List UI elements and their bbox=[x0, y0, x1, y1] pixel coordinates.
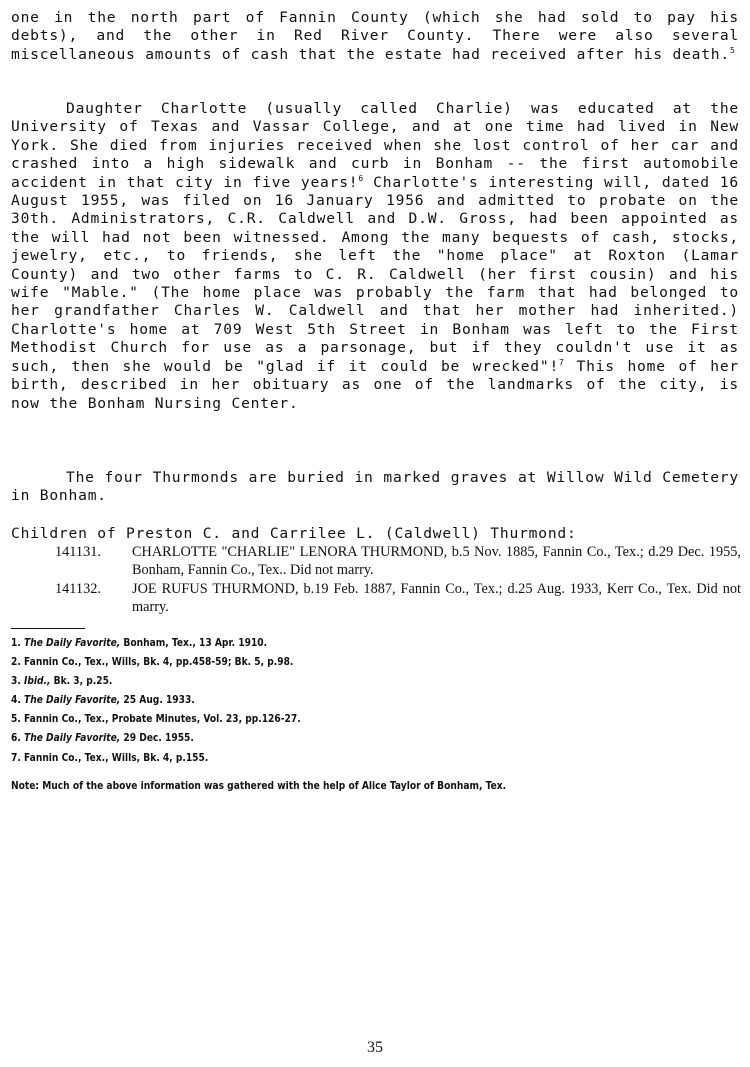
footnote-number: 7. bbox=[11, 751, 21, 764]
footnote bbox=[11, 729, 301, 748]
child-text: CHARLOTTE "CHARLIE" LENORA THURMOND, b.5 Nov. 1885, Fannin Co., Tex.; d.29 Dec. 1955, Bonham, Fannin Co., Tex.. Did not marry. bbox=[132, 544, 741, 579]
children-heading: Children of Preston C. and Carrilee L. (Caldwell) Thurmond: bbox=[11, 525, 577, 542]
footnote-text: 29 Dec. 1955. bbox=[120, 732, 194, 745]
footnote-number: 3. bbox=[11, 675, 21, 688]
paragraph-text: Daughter Charlotte (usually called Charlie) was educated at the University of Texas and Vassar College, and at one time had lived in New York. She died from injuries received when she lost control of her car and crashed into a high sidewalk and curb in Bonham -- the first automobile accident in that city in five years! bbox=[11, 100, 739, 191]
footnote-source-title: The Daily Favorite, bbox=[23, 732, 121, 745]
paragraph-estate bbox=[11, 9, 739, 64]
paragraph-text: Charlotte's interesting will, dated 16 August 1955, was filed on 16 January 1956 and admitted to probate on the 30th. Administrators, C.R. Caldwell and D.W. Gross, had been appointed as the will had not been witnessed. Among the many bequests of cash, stocks, jewelry, etc., to friends, she left the "home place" at Roxton (Lamar County) and two other farms to C. R. Caldwell (her first cousin) and his wife "Mable." (The home place was probably the farm that had belonged to her grandfather Charles W. Caldwell and that her mother had inherited.) Charlotte's home at 709 West 5th Street in Bonham was left to the First Methodist Church for use as a parsonage, but if they couldn't use it as such, then she would be "glad if it could be wrecked"! bbox=[11, 173, 739, 375]
paragraph-text: The four Thurmonds are buried in marked graves at Willow Wild Cemetery in Bonham. bbox=[11, 469, 739, 505]
acknowledgement-note: Note: Much of the above information was gathered with the help of Alice Taylor of Bonham, Tex. bbox=[11, 780, 507, 792]
footnote-marker: 7 bbox=[559, 357, 564, 367]
footnote-text: Fannin Co., Tex., Wills, Bk. 4, pp.458-59; Bk. 5, p.98. bbox=[23, 656, 294, 669]
footnote-number: 1. bbox=[11, 637, 21, 649]
footnote-number: 6. bbox=[11, 732, 21, 745]
footnote-number: 5. bbox=[11, 713, 21, 726]
paragraph-burial bbox=[11, 469, 739, 506]
child-id: 141132. bbox=[55, 581, 101, 597]
footnotes bbox=[11, 634, 301, 768]
footnote bbox=[11, 634, 301, 653]
footnote bbox=[11, 749, 301, 768]
child-text: JOE RUFUS THURMOND, b.19 Feb. 1887, Fannin Co., Tex.; d.25 Aug. 1933, Kerr Co., Tex. Did not marry. bbox=[132, 581, 741, 616]
footnote-source-title: The Daily Favorite, bbox=[23, 637, 121, 649]
paragraph-text: one in the north part of Fannin County (which she had sold to pay his debts), and the other in Red River County. There were also several miscellaneous amounts of cash that the estate had received after his death. bbox=[11, 9, 739, 63]
footnote-text: Bonham, Tex., 13 Apr. 1910. bbox=[120, 637, 268, 649]
child-entry bbox=[55, 580, 741, 617]
child-entry bbox=[55, 543, 741, 580]
footnote-marker: 6 bbox=[358, 173, 364, 183]
footnote bbox=[11, 653, 301, 672]
footnote-divider bbox=[11, 628, 85, 629]
footnote-text: Bk. 3, p.25. bbox=[50, 675, 113, 688]
footnote bbox=[11, 691, 301, 710]
footnote-text: Fannin Co., Tex., Wills, Bk. 4, p.155. bbox=[23, 751, 209, 764]
footnote-text: Fannin Co., Tex., Probate Minutes, Vol. 23, pp.126-27. bbox=[23, 713, 301, 726]
footnote-source-title: Ibid., bbox=[23, 675, 51, 688]
footnote bbox=[11, 710, 301, 729]
page-number: 35 bbox=[367, 1039, 383, 1056]
paragraph-charlotte bbox=[11, 100, 739, 413]
footnote-marker: 5 bbox=[729, 45, 735, 55]
child-id: 141131. bbox=[55, 544, 101, 560]
footnote-number: 2. bbox=[11, 656, 21, 669]
footnote-source-title: The Daily Favorite, bbox=[23, 694, 121, 707]
footnote-text: 25 Aug. 1933. bbox=[120, 694, 195, 707]
footnote bbox=[11, 672, 301, 691]
paragraph-text: This home of her birth, described in her obituary as one of the landmarks of the city, is now the Bonham Nursing Center. bbox=[11, 357, 739, 412]
footnote-number: 4. bbox=[11, 694, 21, 707]
